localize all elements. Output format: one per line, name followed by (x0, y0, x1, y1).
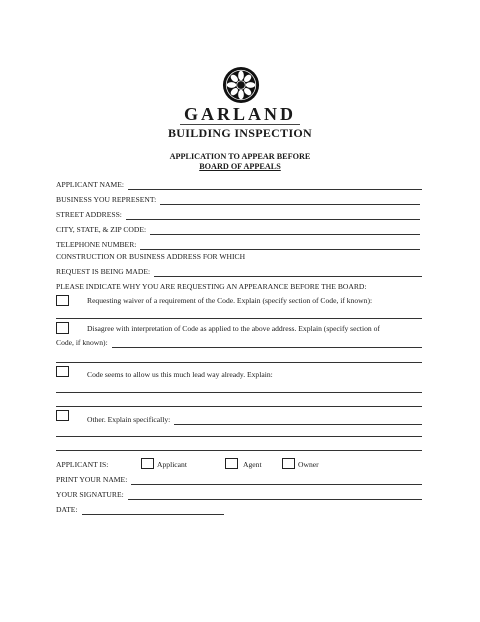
brand-divider (180, 124, 300, 125)
applicant-type-label: APPLICANT IS: (56, 460, 109, 469)
business-field[interactable] (56, 193, 420, 205)
disagree-input[interactable] (112, 339, 422, 348)
street-label: STREET ADDRESS: (56, 210, 122, 219)
disagree-label: Disagree with interpretation of Code as applied to the above address. Explain (specify section of (87, 324, 380, 333)
date-label: DATE: (56, 505, 78, 514)
waiver-label: Requesting waiver of a requirement of the Code. Explain (specify section of Code, if known): (87, 296, 373, 305)
form-title: APPLICATION TO APPEAR BEFORE (169, 152, 311, 161)
business-input[interactable] (160, 196, 420, 205)
telephone-field[interactable] (56, 238, 420, 250)
waiver-checkbox[interactable] (56, 295, 69, 306)
reason-instructions: PLEASE INDICATE WHY YOU ARE REQUESTING AN APPEARANCE BEFORE THE BOARD: (56, 282, 367, 291)
brand-name: GARLAND (183, 104, 296, 124)
other-checkbox[interactable] (56, 410, 69, 421)
other-explain-line-2[interactable] (56, 450, 422, 451)
construction-input[interactable] (154, 268, 422, 277)
applicant-checkbox[interactable] (141, 458, 154, 469)
city-field[interactable] (56, 223, 420, 235)
allows-checkbox[interactable] (56, 366, 69, 377)
telephone-input[interactable] (140, 241, 420, 250)
construction-field[interactable] (56, 265, 422, 277)
other-input[interactable] (174, 416, 422, 425)
construction-label: CONSTRUCTION OR BUSINESS ADDRESS FOR WHICH (56, 252, 246, 261)
print-name-field[interactable] (56, 473, 422, 485)
construction-label-2: REQUEST IS BEING MADE: (56, 267, 151, 276)
allows-explain-line-2[interactable] (56, 406, 422, 407)
applicant-name-label: APPLICANT NAME: (56, 180, 124, 189)
garland-seal-icon (222, 66, 260, 104)
signature-label: YOUR SIGNATURE: (56, 490, 124, 499)
other-label: Other. Explain specifically: (87, 415, 171, 424)
disagree-checkbox[interactable] (56, 322, 69, 334)
date-input[interactable] (82, 506, 224, 515)
disagree-label-2: Code, if known): (56, 338, 108, 347)
city-input[interactable] (150, 226, 420, 235)
disagree-field[interactable] (56, 336, 422, 348)
business-label: BUSINESS YOU REPRESENT: (56, 195, 157, 204)
owner-option-label: Owner (298, 460, 319, 469)
signature-field[interactable] (56, 488, 422, 500)
print-name-input[interactable] (131, 476, 422, 485)
telephone-label: TELEPHONE NUMBER: (56, 240, 137, 249)
department-name: BUILDING INSPECTION (167, 126, 313, 140)
other-explain-line-1[interactable] (56, 436, 422, 437)
signature-input[interactable] (128, 491, 422, 500)
owner-checkbox[interactable] (282, 458, 295, 469)
allows-explain-line-1[interactable] (56, 392, 422, 393)
applicant-name-field[interactable] (56, 178, 422, 190)
print-name-label: PRINT YOUR NAME: (56, 475, 128, 484)
date-field[interactable] (56, 503, 224, 515)
applicant-name-input[interactable] (128, 181, 422, 190)
other-field[interactable] (87, 413, 422, 425)
form-subtitle: BOARD OF APPEALS (199, 162, 281, 171)
waiver-explain-line[interactable] (56, 318, 422, 319)
street-input[interactable] (126, 211, 420, 220)
agent-checkbox[interactable] (225, 458, 238, 469)
city-label: CITY, STATE, & ZIP CODE: (56, 225, 147, 234)
street-field[interactable] (56, 208, 420, 220)
allows-label: Code seems to allow us this much lead way already. Explain: (87, 370, 273, 379)
applicant-option-label: Applicant (157, 460, 187, 469)
disagree-explain-line[interactable] (56, 362, 422, 363)
agent-option-label: Agent (243, 460, 262, 469)
